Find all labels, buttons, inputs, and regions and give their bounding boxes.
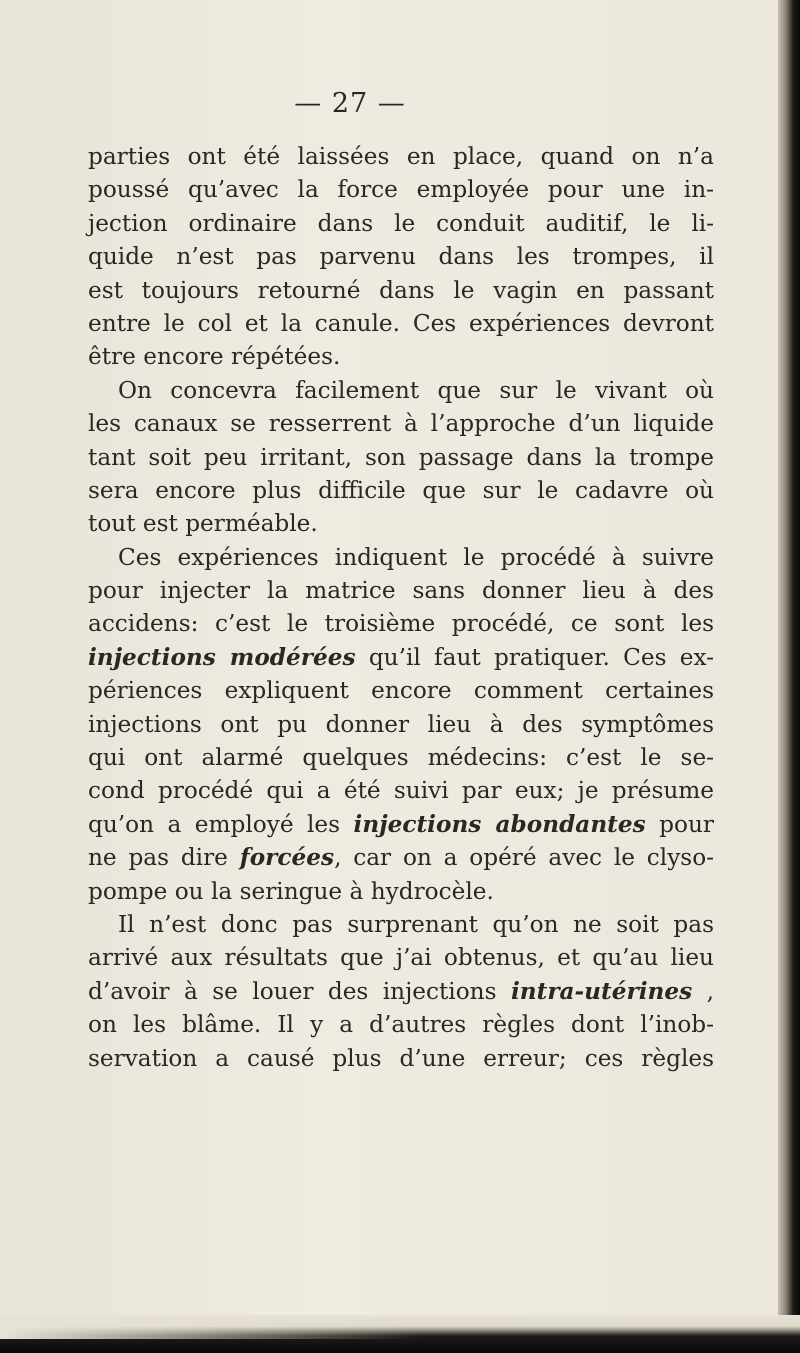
text-line <box>88 407 714 440</box>
text-line <box>88 975 714 1008</box>
text-segment: , <box>692 977 714 1005</box>
text-line <box>88 607 714 640</box>
text-line <box>88 541 714 574</box>
text-segment: Il n’est donc pas surprenant qu’on ne soit pas <box>118 910 714 938</box>
text-line <box>88 774 714 807</box>
text-line <box>88 574 714 607</box>
text-line <box>88 674 714 707</box>
text-segment: pompe ou la seringue à hydrocèle. <box>88 877 494 905</box>
text-line <box>88 274 714 307</box>
text-segment: cond procédé qui a été suivi par eux; je présume <box>88 777 714 805</box>
text-segment: arrivé aux résultats que j’ai obtenus, et qu’au lieu <box>88 944 714 972</box>
italic-phrase: injections abondantes <box>353 810 646 838</box>
text-line <box>88 240 714 273</box>
text-segment: entre le col et la canule. Ces expériences devront <box>88 309 714 337</box>
text-line <box>88 875 714 908</box>
text-line <box>88 708 714 741</box>
page-number: — 27 — <box>294 88 406 119</box>
text-segment: tant soit peu irritant, son passage dans la trompe <box>88 443 714 471</box>
text-line <box>88 908 714 941</box>
text-line <box>88 507 714 540</box>
text-segment: être encore répétées. <box>88 343 341 371</box>
scan-edge-bottom-fade <box>0 1319 420 1339</box>
text-segment: pour <box>645 810 714 838</box>
text-line <box>88 340 714 373</box>
text-line <box>88 441 714 474</box>
text-segment: sera encore plus difficile que sur le cadavre où <box>88 476 714 504</box>
text-segment: d’avoir à se louer des injections <box>88 977 511 1005</box>
text-line <box>88 941 714 974</box>
text-segment: On concevra facilement que sur le vivant où <box>118 376 714 404</box>
text-line <box>88 173 714 206</box>
text-line <box>88 1008 714 1041</box>
scan-edge-right <box>778 0 800 1353</box>
text-line <box>88 374 714 407</box>
text-line <box>88 741 714 774</box>
text-segment: qu’on a employé les <box>88 810 354 838</box>
text-line <box>88 474 714 507</box>
text-segment: ne pas dire <box>88 844 240 872</box>
text-segment: qu’il faut pratiquer. Ces ex- <box>355 643 714 671</box>
text-segment: pour injecter la matrice sans donner lieu à des <box>88 577 714 605</box>
text-line <box>88 841 714 874</box>
text-line <box>88 307 714 340</box>
text-segment: injections ont pu donner lieu à des symptômes <box>88 710 714 738</box>
text-segment: quide n’est pas parvenu dans les trompes, il <box>88 243 714 271</box>
text-segment: Ces expériences indiquent le procédé à suivre <box>118 543 714 571</box>
text-segment: poussé qu’avec la force employée pour une in- <box>88 176 714 204</box>
text-segment: on les blâme. Il y a d’autres règles dont l’inob- <box>88 1011 714 1039</box>
text-segment: qui ont alarmé quelques médecins: c’est le se- <box>88 744 714 772</box>
text-segment: parties ont été laissées en place, quand on n’a <box>88 143 714 170</box>
text-segment: les canaux se resserrent à l’approche d’un liquide <box>88 410 714 438</box>
text-segment: tout est perméable. <box>88 510 318 538</box>
italic-phrase: injections modérées <box>88 643 356 671</box>
text-segment: périences expliquent encore comment certaines <box>88 677 714 705</box>
text-segment: accidens: c’est le troisième procédé, ce sont les <box>88 610 714 638</box>
text-line <box>88 1042 714 1075</box>
italic-phrase: intra-utérines <box>510 977 693 1005</box>
text-segment: servation a causé plus d’une erreur; ces règles <box>88 1044 714 1072</box>
text-segment: , car on a opéré avec le clyso- <box>334 844 714 872</box>
text-segment: est toujours retourné dans le vagin en passant <box>88 276 714 304</box>
text-line <box>88 641 714 674</box>
text-segment: jection ordinaire dans le conduit auditif, le li- <box>88 209 714 237</box>
text-line <box>88 207 714 240</box>
italic-phrase: forcées <box>239 844 335 872</box>
text-line <box>88 140 714 173</box>
body-text <box>88 140 714 1075</box>
text-line <box>88 808 714 841</box>
